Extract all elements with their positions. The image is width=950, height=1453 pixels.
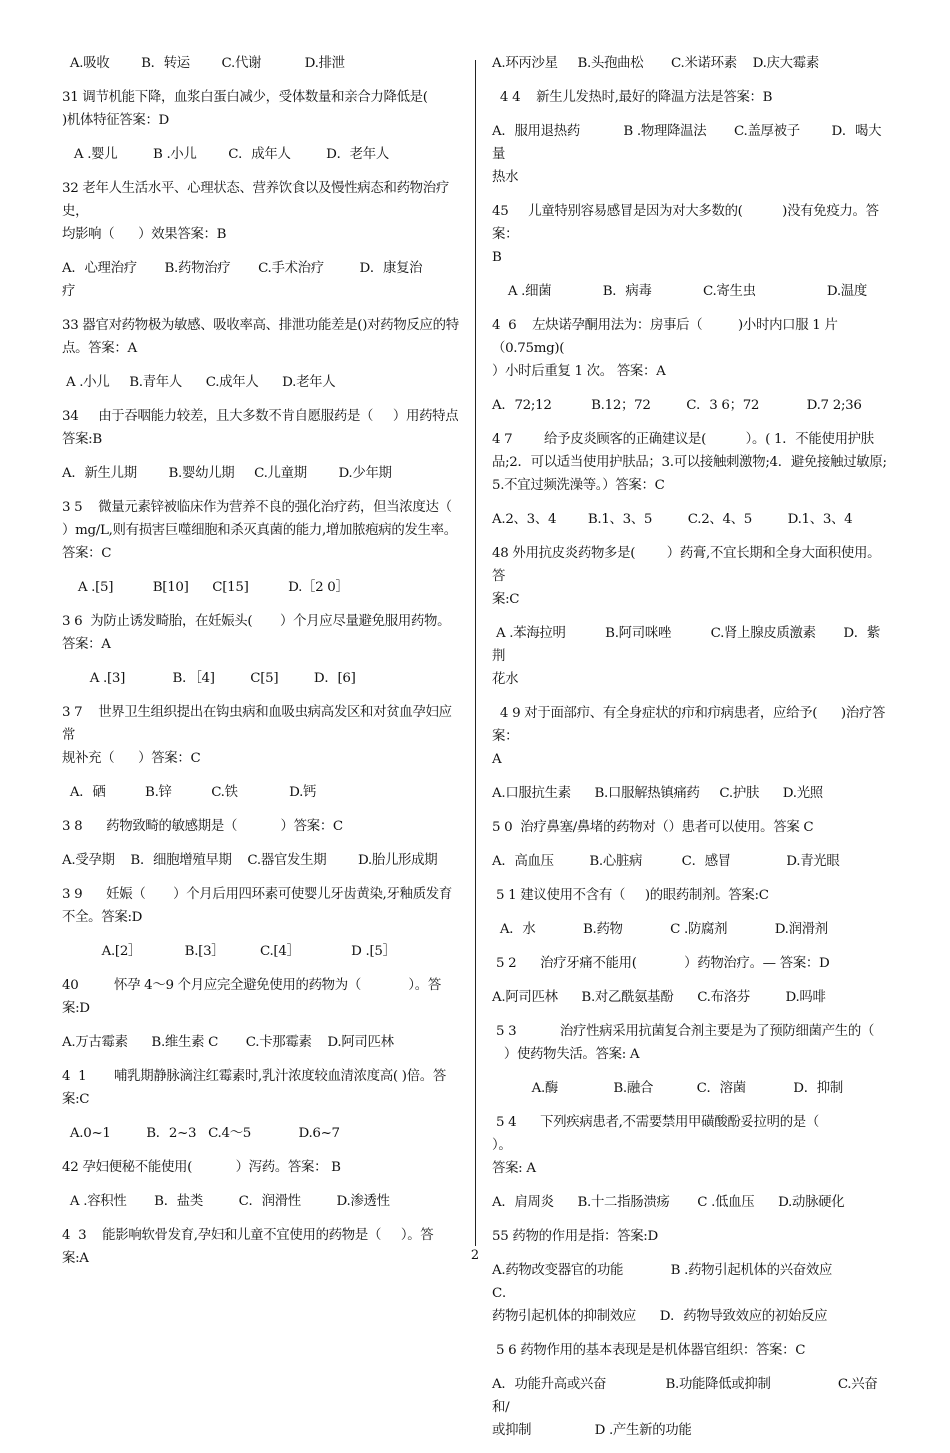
left-paragraph: A .婴儿 B .小儿 C．成年人 D．老年人 [62,147,389,162]
left-paragraph: 40 怀孕 4～9 个月应完全避免使用的药物为（ ）。答 案:D [62,978,441,1016]
left-paragraph: A .[3] B．［4] C[5] D．[6] [62,671,356,686]
left-paragraph: 4 1 哺乳期静脉滴注红霉素时,乳汁浓度较血清浓度高( )倍。答 案:C [62,1069,446,1107]
right-paragraph: A.药物改变器官的功能 B .药物引起机体的兴奋效应 C． 药物引起机体的抑制效应 D．药物导致效应的初始反应 [492,1263,833,1324]
right-paragraph: A．水 B.药物 C .防腐剂 D.润滑剂 [492,922,828,937]
right-paragraph: A．肩周炎 B.十二指肠溃疡 C .低血压 D.动脉硬化 [492,1195,845,1210]
left-paragraph: 3 5 微量元素锌被临床作为营养不良的强化治疗药，但当浓度达（ ）mg/L,则有损害巨噬细胞和杀灭真菌的能力,增加脓疱病的发生率。 答案：C [62,500,457,561]
right-paragraph: A．功能升高或兴奋 B.功能降低或抑制 C.兴奋和/ 或抑制 D .产生新的功能 [492,1377,878,1438]
page-number: 2 [470,1248,480,1263]
right-paragraph: A.酶 B.融合 C．溶菌 D．抑制 [492,1081,843,1096]
column-divider [475,60,476,1246]
right-paragraph: A .苯海拉明 B.阿司咪唑 C.肾上腺皮质激素 D．紫荆 花水 [492,626,880,687]
left-paragraph: 3 7 世界卫生组织提出在钩虫病和血吸虫病高发区和对贫血孕妇应常 规补充（ ）答案：C [62,705,452,766]
left-paragraph: A．新生儿期 B.婴幼儿期 C.儿童期 D.少年期 [62,466,392,481]
right-paragraph: 5 3 治疗性病采用抗菌复合剂主要是为了预防细菌产生的（ ）使药物失活。答案: A [495,1024,875,1062]
left-paragraph: 31 调节机能下降，血浆白蛋白减少，受体数量和亲合力降低是( )机体特征答案：D [62,90,428,128]
right-paragraph: 5 1 建议使用不含有（ )的眼药制剂。答案:C [492,888,769,903]
left-paragraph: 3 9 妊娠（ ）个月后用四环素可使婴儿牙齿黄染,牙釉质发育 不全。答案:D [62,887,452,925]
right-paragraph: 45 儿童特别容易感冒是因为对大多数的( )没有免疫力。答案： B [492,204,879,265]
left-paragraph: A．硒 B.锌 C.铁 D.钙 [62,785,317,800]
left-paragraph: 3 6 为防止诱发畸胎，在妊娠头( ）个月应尽量避免服用药物。 答案：A [62,614,451,652]
left-paragraph: A .[5] B[10] C[15] D.［2 0］ [62,580,349,595]
right-paragraph: 48 外用抗皮炎药物多是( ）药膏,不宜长期和全身大面积使用。答 案:C [492,546,881,607]
left-column [62,52,462,1281]
right-paragraph: A.2、3、4 B.1、3、5 C.2、4、5 D.1、3、4 [492,512,853,527]
left-paragraph: 4 3 能影响软骨发育,孕妇和儿童不宜使用的药物是（ ）。答 案:A [62,1228,434,1266]
left-paragraph: A .小儿 B.青年人 C.成年人 D.老年人 [62,375,336,390]
left-paragraph: 32 老年人生活水平、心理状态、营养饮食以及慢性病态和药物治疗史， 均影响（ ）效果答案：B [62,181,449,242]
right-paragraph: 4 7 给予皮炎顾客的正确建议是( ）。( 1．不能使用护肤 品;2．可以适当使用护肤品；3.可以接触刺激物;4．避免接触过敏原; 5.不宜过频洗澡等。）答案：C [492,432,887,493]
right-paragraph: 4 6 左炔诺孕酮用法为：房事后（ )小时内口服 1 片（0.75mg)( ）小时后重复 1 次。 答案：A [492,318,838,379]
right-paragraph: A．72;12 B.12；72 C．3 6；72 D.7 2;36 [492,398,862,413]
right-column [492,52,892,1453]
right-paragraph: A．高血压 B.心脏病 C．感冒 D.青光眼 [492,854,840,869]
left-paragraph: A.0~1 B．2~3 C.4～5 D.6~7 [62,1126,340,1141]
left-paragraph: A.吸收 B．转运 C.代谢 D.排泄 [62,56,345,71]
right-paragraph: A．服用退热药 B .物理降温法 C.盖厚被子 D．喝大量 热水 [492,124,882,185]
left-paragraph: 33 器官对药物极为敏感、吸收率高、排泄功能差是()对药物反应的特 点。答案：A [62,318,459,356]
left-paragraph: A．心理治疗 B.药物治疗 C.手术治疗 D．康复治 疗 [62,261,423,299]
left-paragraph: A.受孕期 B．细胞增殖早期 C.器官发生期 D.胎儿形成期 [62,853,438,868]
right-paragraph: 55 药物的作用是指：答案:D [492,1229,658,1244]
right-paragraph: 5 0 治疗鼻塞/鼻堵的药物对（）患者可以使用。答案 C [492,820,814,835]
right-paragraph: 4 9 对于面部疖、有全身症状的疖和疖病患者，应给予( )治疗答案： A [492,706,886,767]
right-paragraph: 4 4 新生儿发热时,最好的降温方法是答案：B [492,90,773,105]
left-paragraph: A.[2］ B.[3］ C.[4］ D .[5］ [62,944,396,959]
right-paragraph: 5 6 药物作用的基本表现是是机体器官组织：答案：C [492,1343,806,1358]
left-paragraph: 34 由于吞咽能力较差，且大多数不肯自愿服药是（ ）用药特点 答案:B [62,409,459,447]
right-paragraph: A.环丙沙星 B.头孢曲松 C.米诺环素 D.庆大霉素 [492,56,819,71]
left-paragraph: 3 8 药物致畸的敏感期是（ ）答案：C [62,819,343,834]
right-paragraph: A.口服抗生素 B.口服解热镇痛药 C.护肤 D.光照 [492,786,823,801]
right-paragraph: 5 2 治疗牙痛不能用( ）药物治疗。— 答案：D [492,956,830,971]
right-paragraph: A .细菌 B．病毒 C.寄生虫 D.温度 [492,284,867,299]
left-paragraph: A .容积性 B．盐类 C．润滑性 D.渗透性 [62,1194,390,1209]
left-paragraph: A.万古霉素 B.维生素 C C.卡那霉素 D.阿司匹林 [62,1035,394,1050]
left-paragraph: 42 孕妇便秘不能使用( ）泻药。答案： B [62,1160,341,1175]
right-paragraph: 5 4 下列疾病患者,不需要禁用甲磺酸酚妥拉明的是（ ）。 答案: A [492,1115,819,1176]
right-paragraph: A.阿司匹林 B.对乙酰氨基酚 C.布洛芬 D.吗啡 [492,990,826,1005]
